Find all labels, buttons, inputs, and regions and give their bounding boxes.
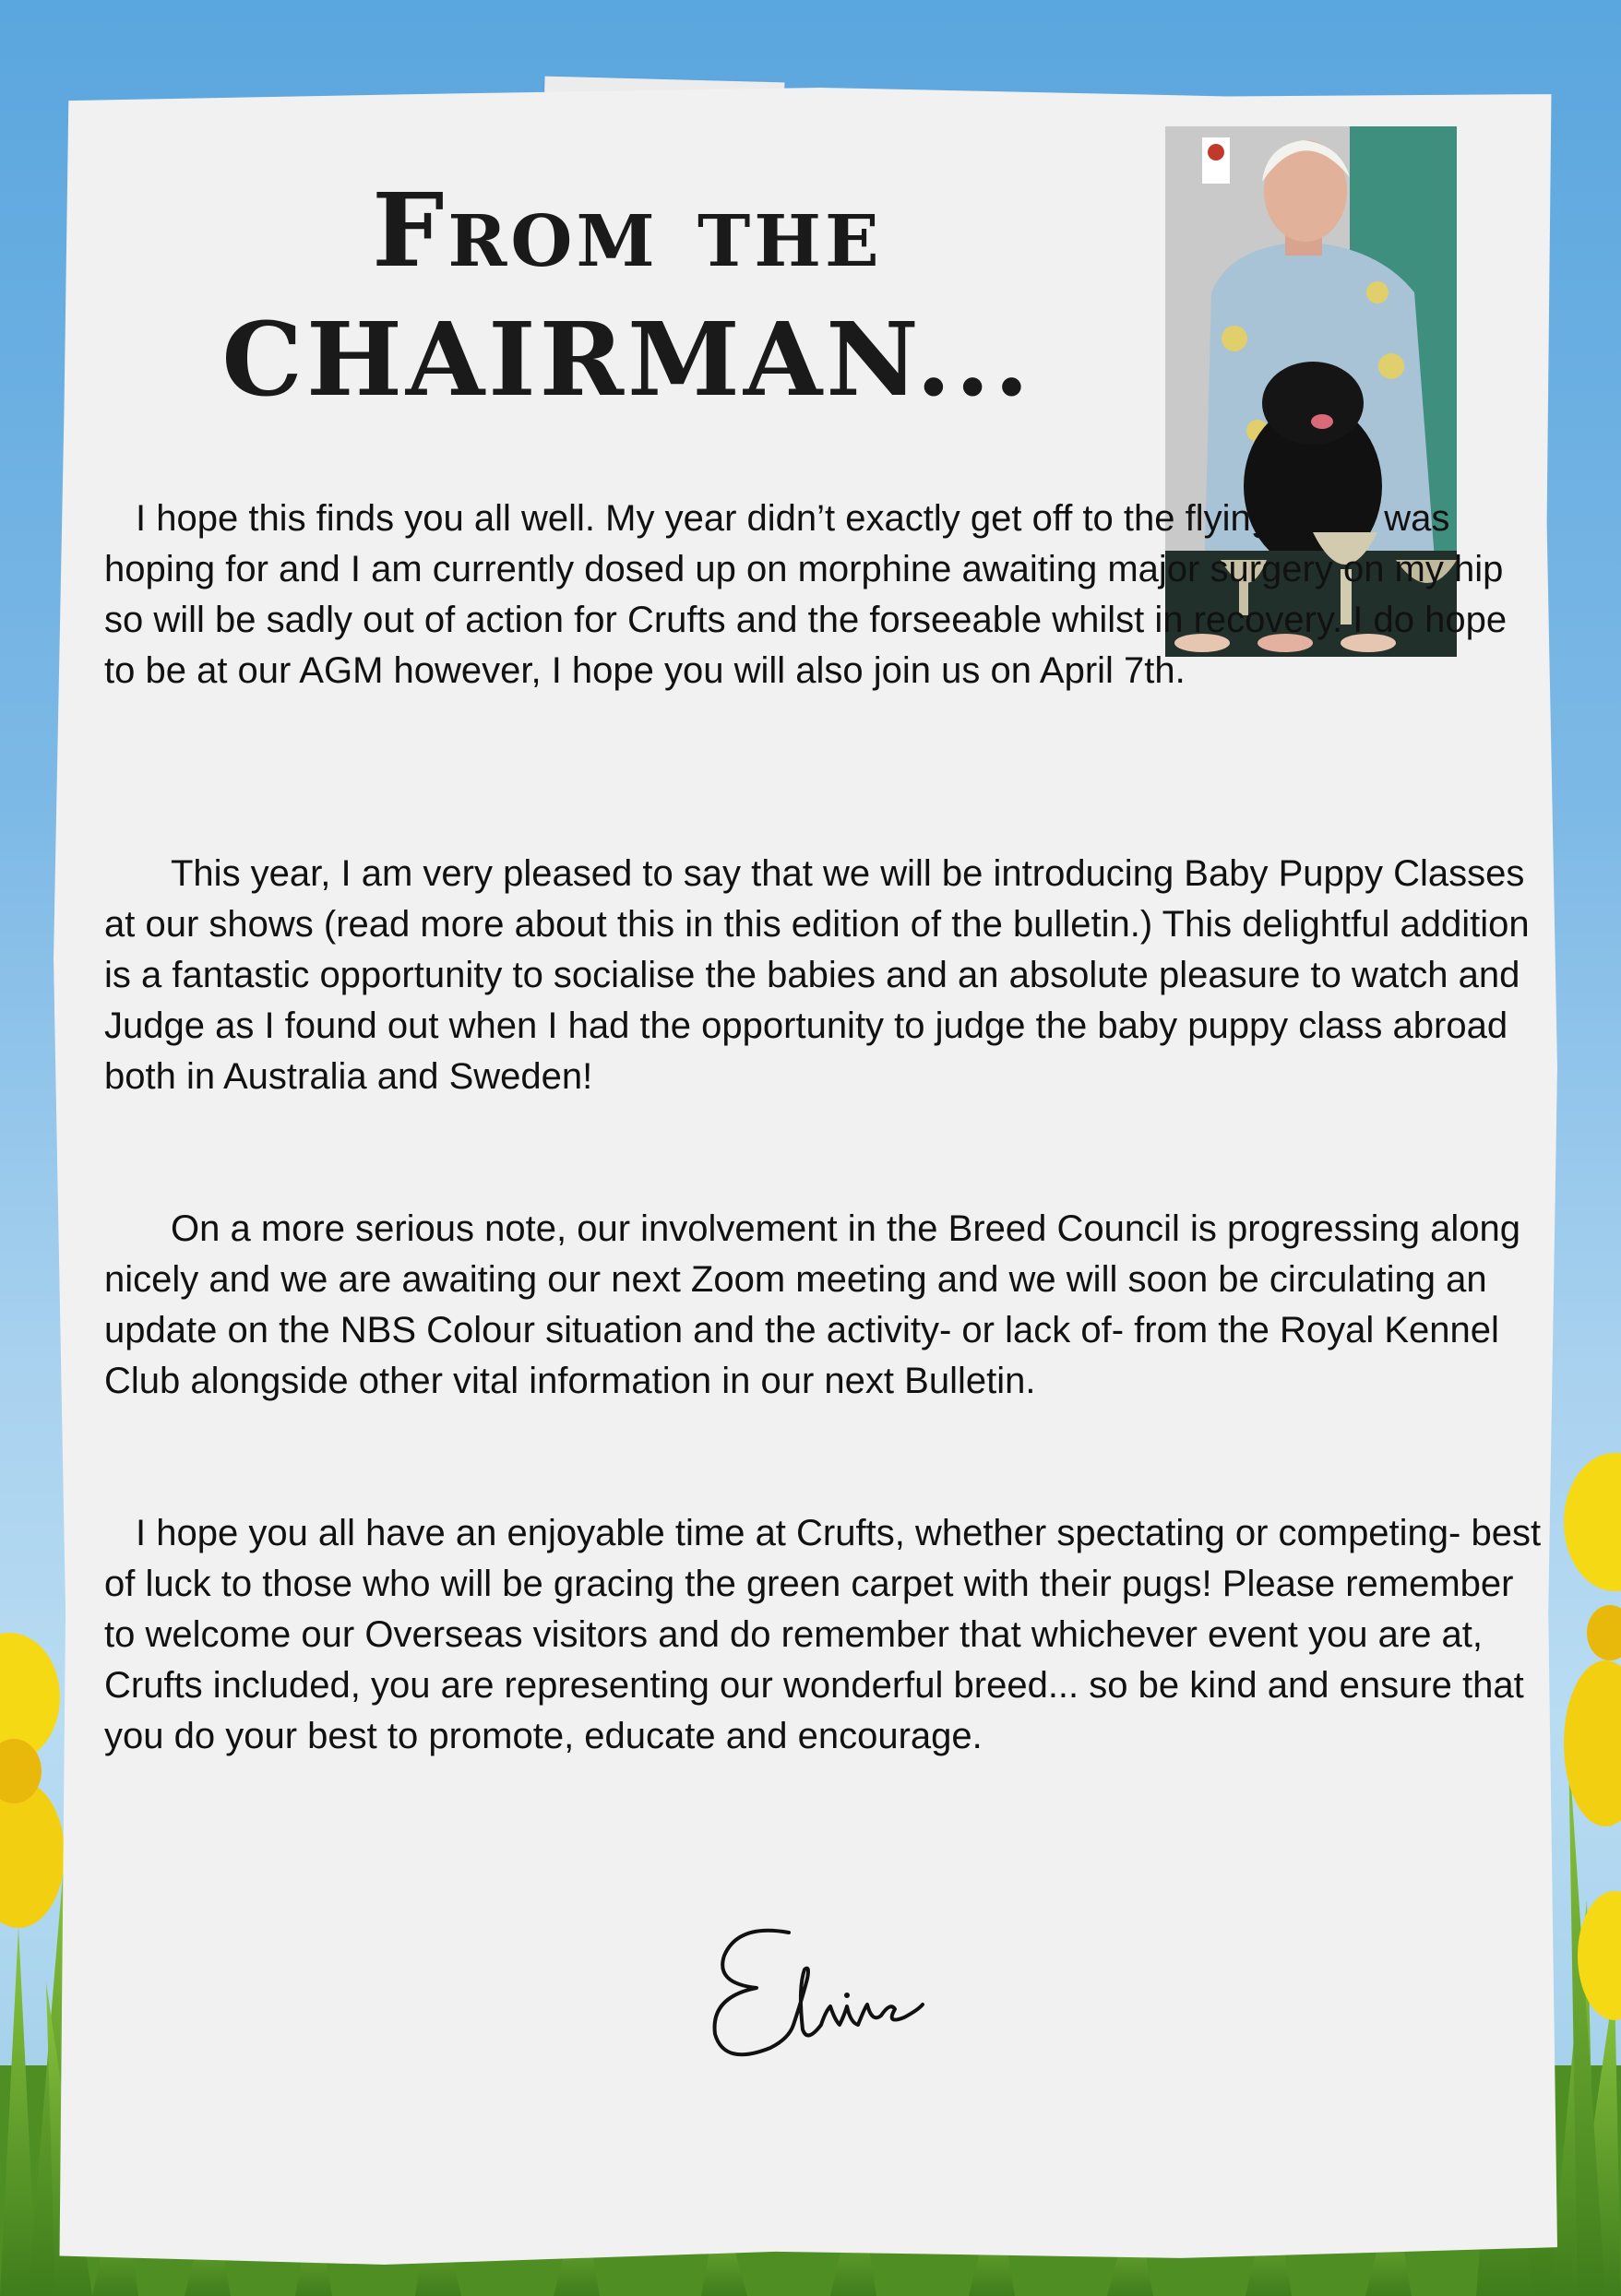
paragraph-3-text: On a more serious note, our involvement in the Breed Council is progressing along nicely and we are awaiting our next Zoom meeting and we will soon be circulating an update on the NBS Colour situation and the activity- or lack of- from the Royal Kennel Club alongside other vital information in our next Bulletin. xyxy=(104,1208,1521,1401)
paragraph-2-text: This year, I am very pleased to say that we will be introducing Baby Puppy Classes at our shows (read more about this in this edition of the bulletin.) This delightful addition is a fantastic opportunity to socialise the babies and an absolute pleasure to watch and Judge as I found out when I had the opportunity to judge the baby puppy class abroad both in Australia and Sweden! xyxy=(104,853,1530,1097)
paragraph-1-text: I hope this finds you all well. My year didn’t exactly get off to the flying start I was hoping for and I am currently dosed up on morphine awaiting major surgery on my hip so will be sadly out of action for Crufts and the forseeable whilst in recovery. I do hope to be at our AGM however, I hope you will also join us on April 7th. xyxy=(104,498,1508,691)
title-line-2: CHAIRMAN... xyxy=(221,300,1033,419)
paragraph-3 xyxy=(104,1204,1544,1407)
daffodil-left-illustration xyxy=(0,1633,65,1965)
paragraph-2 xyxy=(104,849,1544,1102)
page-title xyxy=(212,166,1043,424)
signature xyxy=(701,1914,941,2080)
paragraph-4-text: I hope you all have an enjoyable time at Crufts, whether spectating or competing- best of luck to those who will be gracing the green carpet with their pugs! Please remember to welcome our Overseas visitors and do remember that whichever event you are at, Crufts included, you are representing our wonderful breed... so be kind and ensure that you do your best to promote, educate and encourage. xyxy=(104,1513,1542,1756)
paragraph-1 xyxy=(104,494,1544,696)
paragraph-4 xyxy=(104,1508,1544,1762)
daffodil-right-illustration xyxy=(1550,1439,1621,2103)
title-line-1: From the xyxy=(372,171,883,290)
